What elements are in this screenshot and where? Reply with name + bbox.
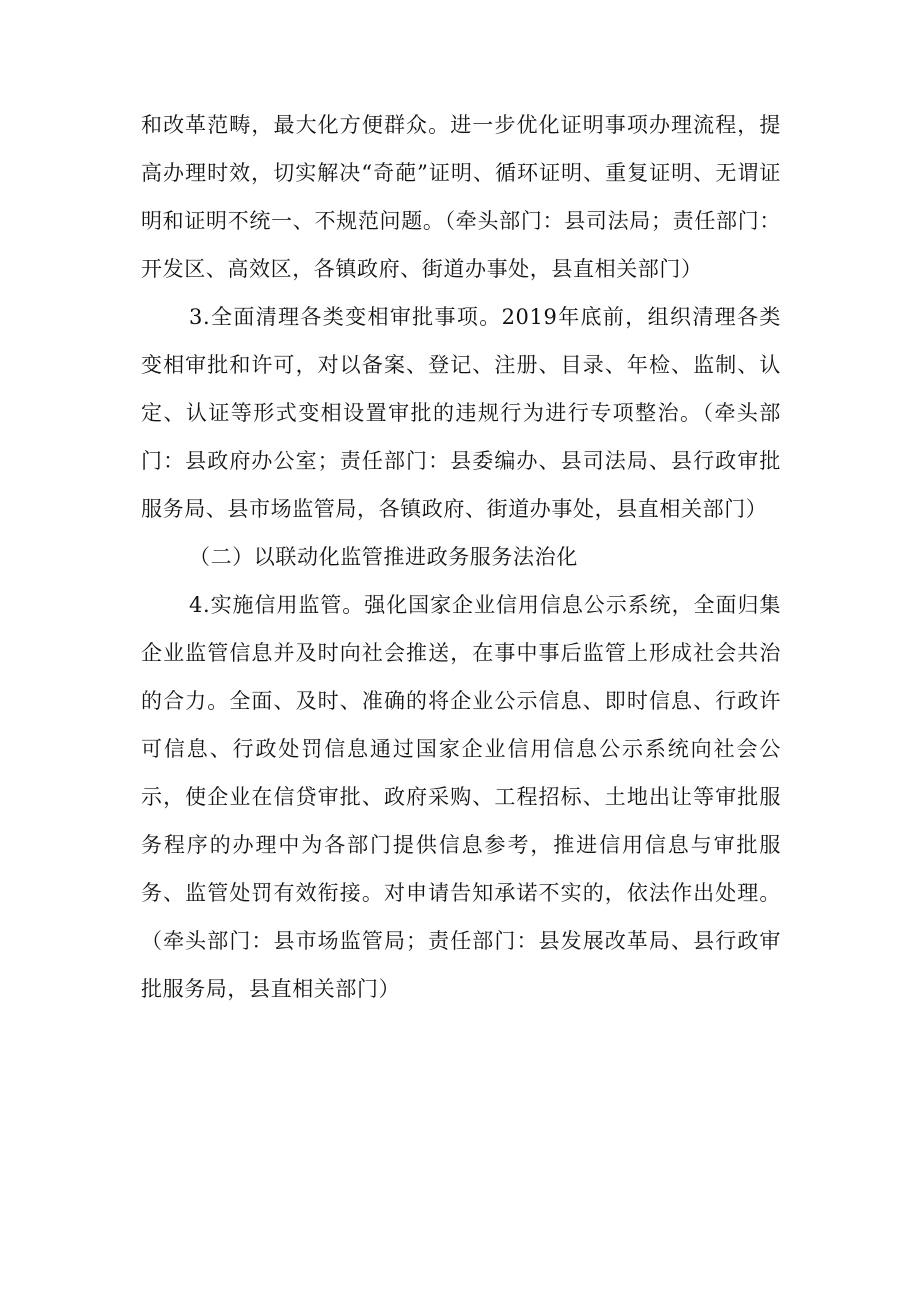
paragraph-item-4: 4.实施信用监管。强化国家企业信用信息公示系统，全面归集企业监管信息并及时向社会推送，在事中事后监管上形成社会共治的合力。全面、及时、准确的将企业公示信息、即时信息、行政许可信息、行政处罚信息通过国家企业信用信息公示系统向社会公示，使企业在信贷审批、政府采购、工程招标、土地出让等审批服务程序的办理中为各部门提供信息参考，推进信用信息与审批服务、监管处罚有效衔接。对申请告知承诺不实的，依法作出处理。（牵头部门：县市场监管局；责任部门：县发展改革局、县行政审批服务局，县直相关部门） — [141, 593, 781, 1001]
section-heading: （二）以联动化监管推进政务服务法治化 — [189, 545, 578, 569]
paragraph-item-3: 3.全面清理各类变相审批事项。2019年底前，组织清理各类变相审批和许可，对以备案、登记、注册、目录、年检、监制、认定、认证等形式变相设置审批的违规行为进行专项整治。（牵头部门：县政府办公室；责任部门：县委编办、县司法局、县行政审批服务局、县市场监管局，各镇政府、街道办事处，县直相关部门） — [141, 305, 781, 521]
document-page — [141, 101, 781, 1013]
paragraph-continuation: 和改革范畴，最大化方便群众。进一步优化证明事项办理流程，提高办理时效，切实解决“奇葩”证明、循环证明、重复证明、无谓证明和证明不统一、不规范问题。（牵头部门：县司法局；责任部门：开发区、高效区，各镇政府、街道办事处，县直相关部门） — [141, 113, 781, 281]
